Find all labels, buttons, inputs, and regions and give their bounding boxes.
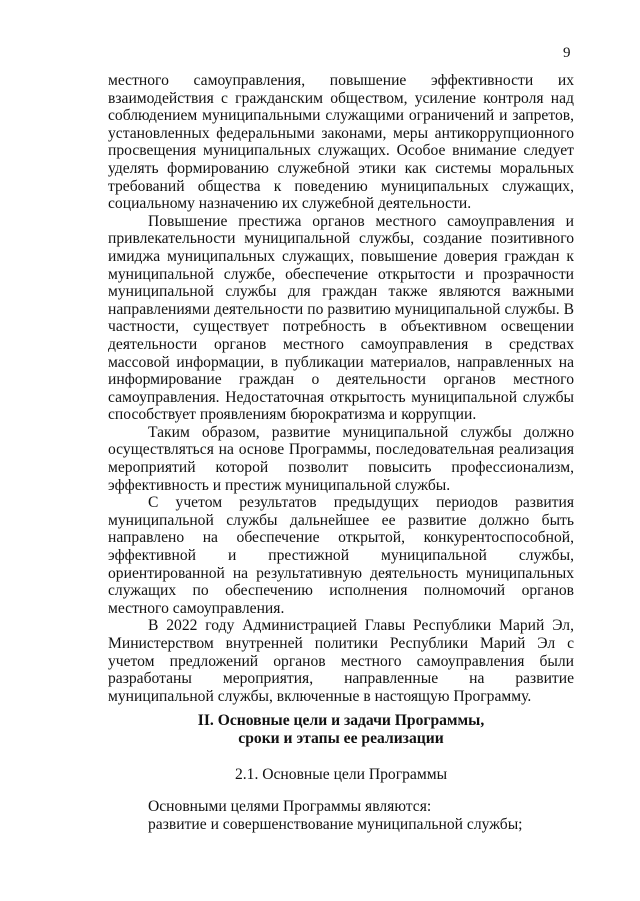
goals-intro: Основными целями Программы являются: bbox=[148, 798, 432, 815]
subsection-heading: 2.1. Основные цели Программы bbox=[234, 766, 448, 783]
section-heading-line-1: II. Основные цели и задачи Программы, bbox=[197, 712, 485, 729]
section-heading-line-2: сроки и этапы ее реализации bbox=[238, 730, 444, 747]
body-text bbox=[108, 72, 574, 705]
paragraph-continuation: местного самоуправления, повышение эффективности их взаимодействия с гражданским обществом, усиление контроля над соблюдением муниципальными служащими ограничений и запретов, установленных федеральными законами, меры антикоррупционного просвещения муниципальных служащих. Особое внимание следует уделять формированию служебной этики как системы моральных требований общества к поведению муниципальных служащих, социальному назначению их служебной деятельности. bbox=[108, 72, 574, 213]
paragraph-prestige: Повышение престижа органов местного самоуправления и привлекательности муниципальной службы, создание позитивного имиджа муниципальных служащих, повышение доверия граждан к муниципальной службе, обеспечение открытости и прозрачности муниципальной службы для граждан также являются важными направлениями деятельности по развитию муниципальной службы. В частности, существует потребность в объективном освещении деятельности органов местного самоуправления в средствах массовой информации, в публикации материалов, направленных на информирование граждан о деятельности органов местного самоуправления. Недостаточная открытость муниципальной службы способствует проявлениям бюрократизма и коррупции. bbox=[108, 212, 574, 424]
goal-item: развитие и совершенствование муниципальной службы; bbox=[148, 816, 523, 833]
paragraph-conclusion: Таким образом, развитие муниципальной службы должно осуществляться на основе Программы, последовательная реализация мероприятий которой позволит повысить профессионализм, эффективность и престиж муниципальной службы. bbox=[108, 423, 574, 494]
paragraph-2022: В 2022 году Администрацией Главы Республики Марий Эл, Министерством внутренней политики Республики Марий Эл с учетом предложений органов местного самоуправления были разработаны мероприятия, направленные на развитие муниципальной службы, включенные в настоящую Программу. bbox=[108, 617, 574, 705]
goals-list bbox=[108, 798, 574, 834]
paragraph-results: С учетом результатов предыдущих периодов развития муниципальной службы дальнейшее ее развитие должно быть направлено на обеспечение открытой, конкурентоспособной, эффективной и престижной муниципальной службы, ориентированной на результативную деятельность муниципальных служащих по обеспечению исполнения полномочий органов местного самоуправления. bbox=[108, 494, 574, 617]
section-heading bbox=[108, 712, 574, 748]
page-number: 9 bbox=[563, 45, 571, 61]
